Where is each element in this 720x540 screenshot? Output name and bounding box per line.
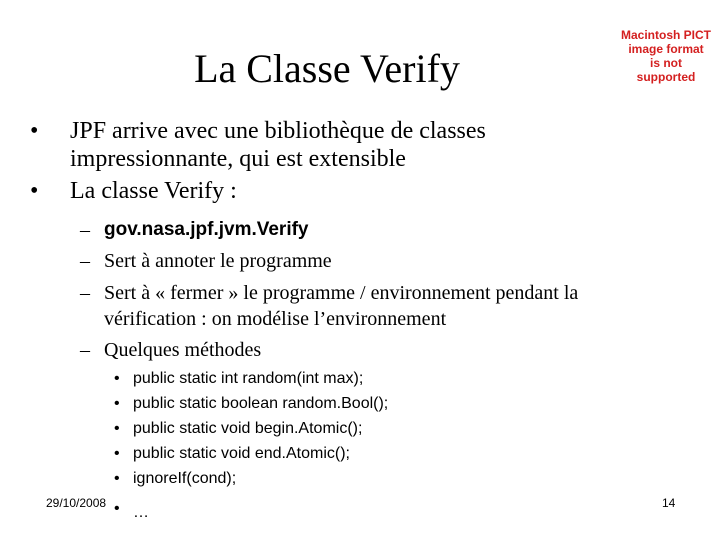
bullet-marker: •	[114, 370, 120, 387]
footer-date: 29/10/2008	[46, 496, 107, 510]
method-text: public static boolean random.Bool();	[133, 395, 389, 412]
method-text: …	[133, 504, 149, 521]
bullet-text: vérification : on modélise l’environnement	[104, 308, 447, 330]
dash-marker: –	[80, 339, 90, 361]
pict-notice-line: image format	[628, 42, 704, 56]
method-text: public static void begin.Atomic();	[133, 420, 363, 437]
method-text: ignoreIf(cond);	[133, 470, 237, 487]
bullet-text: Sert à « fermer » le programme / environnement pendant la	[104, 282, 579, 304]
bullet-marker: •	[114, 470, 120, 487]
bullet-text: JPF arrive avec une bibliothèque de classes	[70, 118, 486, 144]
bullet-text: impressionnante, qui est extensible	[70, 146, 406, 172]
page-number: 14	[662, 496, 676, 510]
pict-notice-line: is not supported	[636, 56, 696, 84]
dash-marker: –	[80, 282, 90, 304]
bullet-text: Sert à annoter le programme	[104, 250, 332, 272]
method-text: public static int random(int max);	[133, 370, 364, 387]
pict-notice-line: Macintosh PICT	[620, 28, 711, 42]
bullet-marker: •	[114, 420, 120, 437]
dash-marker: –	[80, 250, 90, 272]
bullet-text: La classe Verify :	[70, 178, 237, 204]
pict-unsupported-notice	[620, 28, 712, 84]
dash-marker: –	[80, 219, 90, 241]
bullet-marker: •	[114, 500, 120, 517]
bullet-marker: •	[114, 395, 120, 412]
method-text: public static void end.Atomic();	[133, 445, 350, 462]
class-name: gov.nasa.jpf.jvm.Verify	[104, 219, 309, 240]
slide-title: La Classe Verify	[194, 46, 460, 91]
bullet-marker: •	[30, 178, 39, 204]
bullet-marker: •	[114, 445, 120, 462]
bullet-text: Quelques méthodes	[104, 339, 262, 361]
bullet-marker: •	[30, 118, 39, 144]
